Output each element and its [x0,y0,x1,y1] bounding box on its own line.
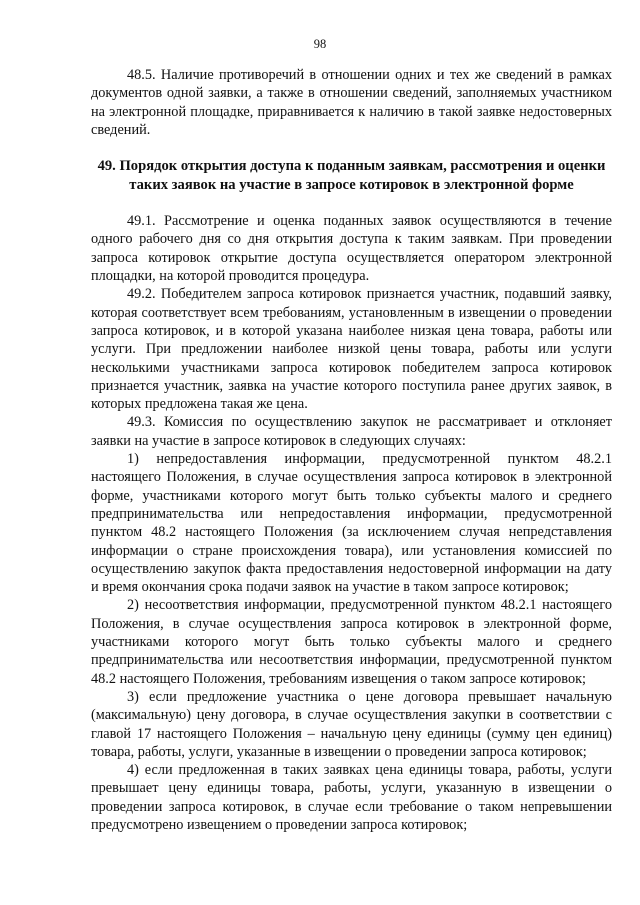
document-body [91,66,612,834]
list-item-2: 2) несоответствия информации, предусмотренной пунктом 48.2.1 настоящего Положения, в случае осуществления запроса котировок в электронной форме, участниками которого могут быть только субъекты малого и среднего предпринимательства или несоответствия информации, предусмотренной пунктом 48.2 настоящего Положения, требованиям извещения о таком запросе котировок; [91,597,612,687]
paragraph-49-2: 49.2. Победителем запроса котировок признается участник, подавший заявку, которая соответствует всем требованиям, установленным в извещении о проведении запроса котировок, и в которой указана наиболее низкая цена товара, работы или услуги. При предложении наиболее низкой цены товара, работы или услуги несколькими участниками запроса котировок победителем запроса котировок признается участник, заявка на участие которого поступила ранее других заявок, в которых предложена такая же цена. [91,286,612,413]
paragraph-49-1: 49.1. Рассмотрение и оценка поданных заявок осуществляются в течение одного рабочего дня со дня открытия доступа к таким заявкам. При проведении запроса котировок открытие доступа осуществляется оператором электронной площадки, на которой проводится процедура. [91,213,612,285]
paragraph-49-3: 49.3. Комиссия по осуществлению закупок не рассматривает и отклоняет заявки на участие в запросе котировок в следующих случаях: [91,414,612,449]
list-item-3: 3) если предложение участника о цене договора превышает начальную (максимальную) цену договора, в случае осуществления закупки в соответствии с главой 17 настоящего Положения – начальную цену единицы (сумму цен единиц) товара, работы, услуги, указанные в извещении о проведении запроса котировок; [91,688,612,760]
list-item-4: 4) если предложенная в таких заявках цена единицы товара, работы, услуги превышает цену единицы товара, работы, услуги, указанную в извещении о проведении запроса котировок, в случае если требование о таком непревышении предусмотрено извещением о проведении запроса котировок; [91,762,612,833]
list-item-1: 1) непредоставления информации, предусмотренной пунктом 48.2.1 настоящего Положения, в случае осуществления запроса котировок в электронной форме, участниками которого могут быть только субъекты малого и среднего предпринимательства или непредоставления информации, предусмотренной пунктом 48.2 настоящего Положения (за исключением случая непредставления информации о стране происхождения товара), или установления комиссией по осуществлению закупок факта предоставления недостоверной информации на дату и время окончания срока подачи заявок на участие в таком запросе котировок; [91,451,612,596]
section-heading: 49. Порядок открытия доступа к поданным заявкам, рассмотрения и оценки таких заявок на участие в запросе котировок в электронной форме [97,158,606,194]
paragraph-48-5: 48.5. Наличие противоречий в отношении одних и тех же сведений в рамках документов одной заявки, а также в отношении сведений, заполняемых участником на электронной площадке, приравнивается к наличию в такой заявке недостоверных сведений. [91,67,612,138]
page-number: 98 [313,37,327,51]
